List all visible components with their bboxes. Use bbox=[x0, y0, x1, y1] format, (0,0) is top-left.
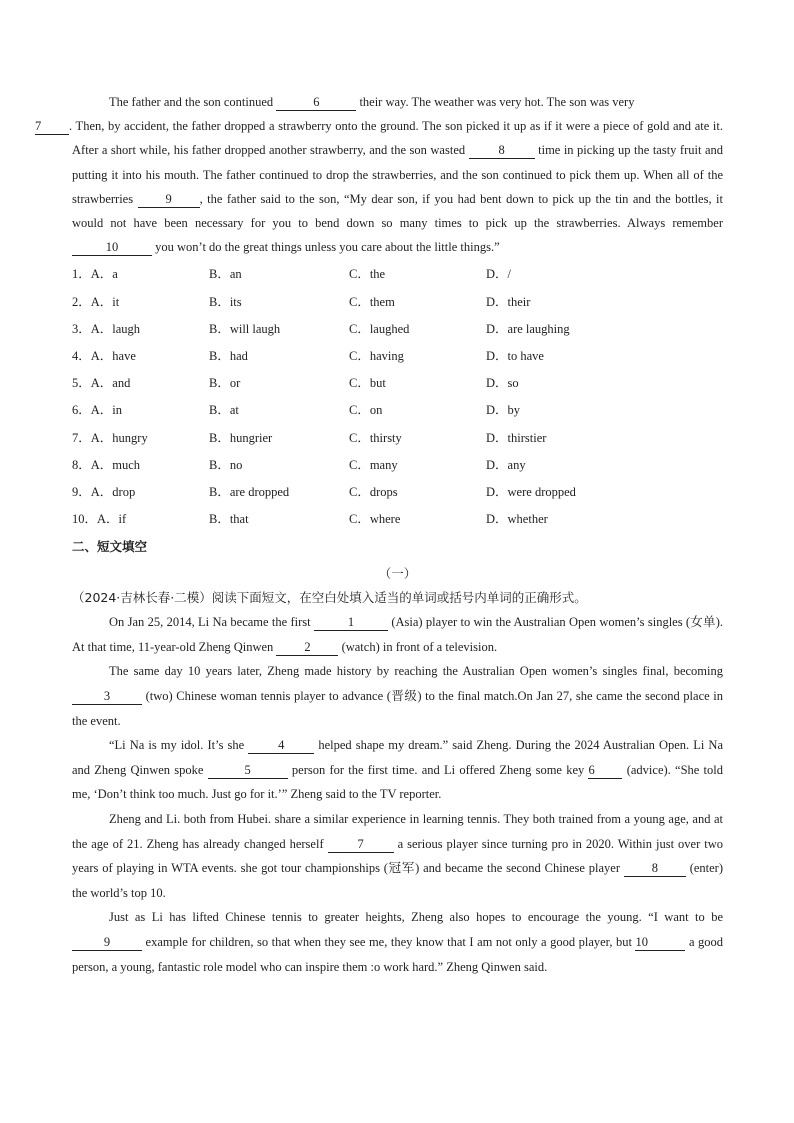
section-title: 二、短文填空 bbox=[72, 539, 148, 555]
option-d[interactable]: D．their bbox=[486, 294, 531, 309]
option-b[interactable]: B．its bbox=[209, 294, 242, 309]
option-a[interactable]: 5．A．and bbox=[72, 376, 131, 391]
option-d[interactable]: D．so bbox=[486, 376, 519, 391]
option-b[interactable]: B．that bbox=[209, 512, 249, 527]
option-d[interactable]: D．thirstier bbox=[486, 430, 547, 445]
option-d[interactable]: D．to have bbox=[486, 348, 544, 363]
option-c[interactable]: C．having bbox=[349, 348, 404, 363]
blank-10[interactable]: 10 bbox=[72, 240, 152, 256]
options-list bbox=[72, 261, 723, 533]
option-d[interactable]: D．any bbox=[486, 457, 526, 472]
text: a serious player since turning pro in 2020. Within just over two years of playing in WTA events. she got tour championships (冠军) and became the second Chinese player bbox=[72, 836, 724, 876]
text: . Then, by accident, the father dropped a strawberry onto the ground. The son picked it up as if it were a piece of gold and ate it. After a short while, his father dropped another strawberry, and the son wasted bbox=[69, 119, 723, 158]
option-b[interactable]: B．no bbox=[209, 457, 243, 472]
option-b[interactable]: B．at bbox=[209, 403, 239, 418]
blank-4[interactable]: 4 bbox=[248, 738, 314, 754]
option-c[interactable]: C．the bbox=[349, 267, 386, 282]
text: time in picking up the tasty fruit and putting it into his mouth. The father continued to drop the strawberries, and the son continued to pick them up. When all of the strawberries bbox=[72, 143, 723, 206]
text: (two) Chinese woman tennis player to advance (晋级) to the final match.On Jan 27, she came the second place in the event. bbox=[72, 689, 723, 728]
option-b[interactable]: B．an bbox=[209, 267, 242, 282]
blank-6b[interactable]: 6 bbox=[588, 763, 622, 779]
option-d[interactable]: D．by bbox=[486, 403, 521, 418]
blank-6[interactable]: 6 bbox=[276, 95, 356, 111]
text: their way. The weather was very hot. The son was very bbox=[359, 95, 635, 109]
option-d[interactable]: D．are laughing bbox=[486, 321, 570, 336]
option-c[interactable]: C．thirsty bbox=[349, 430, 402, 445]
blank-8b[interactable]: 8 bbox=[624, 861, 686, 877]
blank-7b[interactable]: 7 bbox=[328, 837, 394, 853]
option-row bbox=[72, 479, 723, 506]
passage-2-para-2 bbox=[72, 659, 723, 733]
blank-3[interactable]: 3 bbox=[72, 689, 142, 705]
passage-2-para-5 bbox=[72, 905, 723, 979]
text: , the father said to the son, “My dear son, if you had bent down to pick up the tin and the bottles, it would not have been necessary for you to bend down so many times to pick up the strawberries. Always remember bbox=[72, 191, 724, 231]
blank-1[interactable]: 1 bbox=[314, 615, 388, 631]
option-c[interactable]: C．many bbox=[349, 457, 398, 472]
option-a[interactable]: 1．A．a bbox=[72, 267, 118, 282]
option-row bbox=[72, 370, 723, 397]
text: (advice). “She told me, ‘Don’t think too much. Just go for it.’” Zheng said to the TV reporter. bbox=[72, 762, 723, 802]
option-a[interactable]: 3．A．laugh bbox=[72, 321, 141, 336]
blank-8[interactable]: 8 bbox=[469, 143, 535, 159]
text: The father and the son continued bbox=[109, 95, 274, 109]
text: Zheng and Li. both from Hubei. share a similar experience in learning tennis. They both trained from a young age, and at the age of 21. Zheng has already changed herself bbox=[72, 812, 723, 851]
option-c[interactable]: C．them bbox=[349, 294, 395, 309]
blank-5[interactable]: 5 bbox=[208, 763, 288, 779]
blank-9b[interactable]: 9 bbox=[72, 935, 142, 951]
option-row bbox=[72, 316, 723, 343]
option-b[interactable]: B．are dropped bbox=[209, 484, 290, 499]
option-row bbox=[72, 425, 723, 452]
blank-7[interactable]: 7 bbox=[35, 119, 69, 135]
option-c[interactable]: C．on bbox=[349, 403, 383, 418]
option-row bbox=[72, 397, 723, 424]
blank-9[interactable]: 9 bbox=[138, 192, 200, 208]
text: you won’t do the great things unless you care about the little things.” bbox=[155, 240, 500, 255]
document-page bbox=[35, 90, 724, 979]
option-d[interactable]: D．whether bbox=[486, 512, 548, 527]
passage-2-para-3 bbox=[72, 733, 723, 807]
option-a[interactable]: 2．A．it bbox=[72, 294, 120, 309]
option-a[interactable]: 6．A．in bbox=[72, 403, 123, 418]
blank-2[interactable]: 2 bbox=[276, 640, 338, 656]
option-row bbox=[72, 289, 723, 316]
text: person for the first time. and Li offered Zheng some key bbox=[291, 762, 585, 777]
passage-1 bbox=[35, 90, 724, 259]
option-row bbox=[72, 261, 723, 288]
option-c[interactable]: C．but bbox=[349, 376, 386, 391]
option-b[interactable]: B．will laugh bbox=[209, 321, 281, 336]
text: (watch) in front of a television. bbox=[341, 639, 498, 654]
option-b[interactable]: B．or bbox=[209, 376, 241, 391]
option-c[interactable]: C．where bbox=[349, 512, 401, 527]
instruction: （2024·吉林长春·二模）阅读下面短文，在空白处填入适当的单词或括号内单词的正确形式。 bbox=[72, 590, 587, 606]
passage-2-para-1 bbox=[72, 610, 723, 659]
option-a[interactable]: 9．A．drop bbox=[72, 484, 136, 499]
option-c[interactable]: C．drops bbox=[349, 484, 398, 499]
section-subtitle: （一） bbox=[378, 566, 417, 582]
option-row bbox=[72, 506, 723, 533]
blank-10b[interactable]: 10 bbox=[635, 935, 685, 951]
option-a[interactable]: 10．A．if bbox=[72, 512, 127, 527]
option-b[interactable]: B．had bbox=[209, 348, 248, 363]
passage-2-para-4 bbox=[72, 807, 723, 905]
option-row bbox=[72, 452, 723, 479]
option-a[interactable]: 4．A．have bbox=[72, 348, 136, 363]
text: example for children, so that when they see me, they know that I am not only a good player, but bbox=[145, 935, 632, 950]
option-d[interactable]: D．were dropped bbox=[486, 484, 576, 499]
text: “Li Na is my idol. It’s she bbox=[109, 738, 245, 753]
text: a good person, a young, fantastic role model who can inspire them :o work hard.” Zheng Qinwen said. bbox=[72, 935, 724, 974]
text: Just as Li has lifted Chinese tennis to greater heights, Zheng also hopes to encourage the young. “I want to be bbox=[109, 910, 723, 925]
text: The same day 10 years later, Zheng made history by reaching the Australian Open women’s singles final, becoming bbox=[109, 664, 723, 679]
option-b[interactable]: B．hungrier bbox=[209, 430, 273, 445]
option-a[interactable]: 8．A．much bbox=[72, 457, 141, 472]
text: helped shape my dream.” said Zheng. During the 2024 Australian Open. Li Na and Zheng Qinwen spoke bbox=[72, 738, 724, 777]
option-row bbox=[72, 343, 723, 370]
option-d[interactable]: D．/ bbox=[486, 267, 512, 282]
option-c[interactable]: C．laughed bbox=[349, 321, 410, 336]
text: (enter) the world’s top 10. bbox=[72, 861, 723, 900]
text: (Asia) player to win the Australian Open women’s singles (女单). At that time, 11-year-old Zheng Qinwen bbox=[72, 615, 724, 654]
text: On Jan 25, 2014, Li Na became the first bbox=[109, 615, 311, 630]
option-a[interactable]: 7．A．hungry bbox=[72, 430, 148, 445]
